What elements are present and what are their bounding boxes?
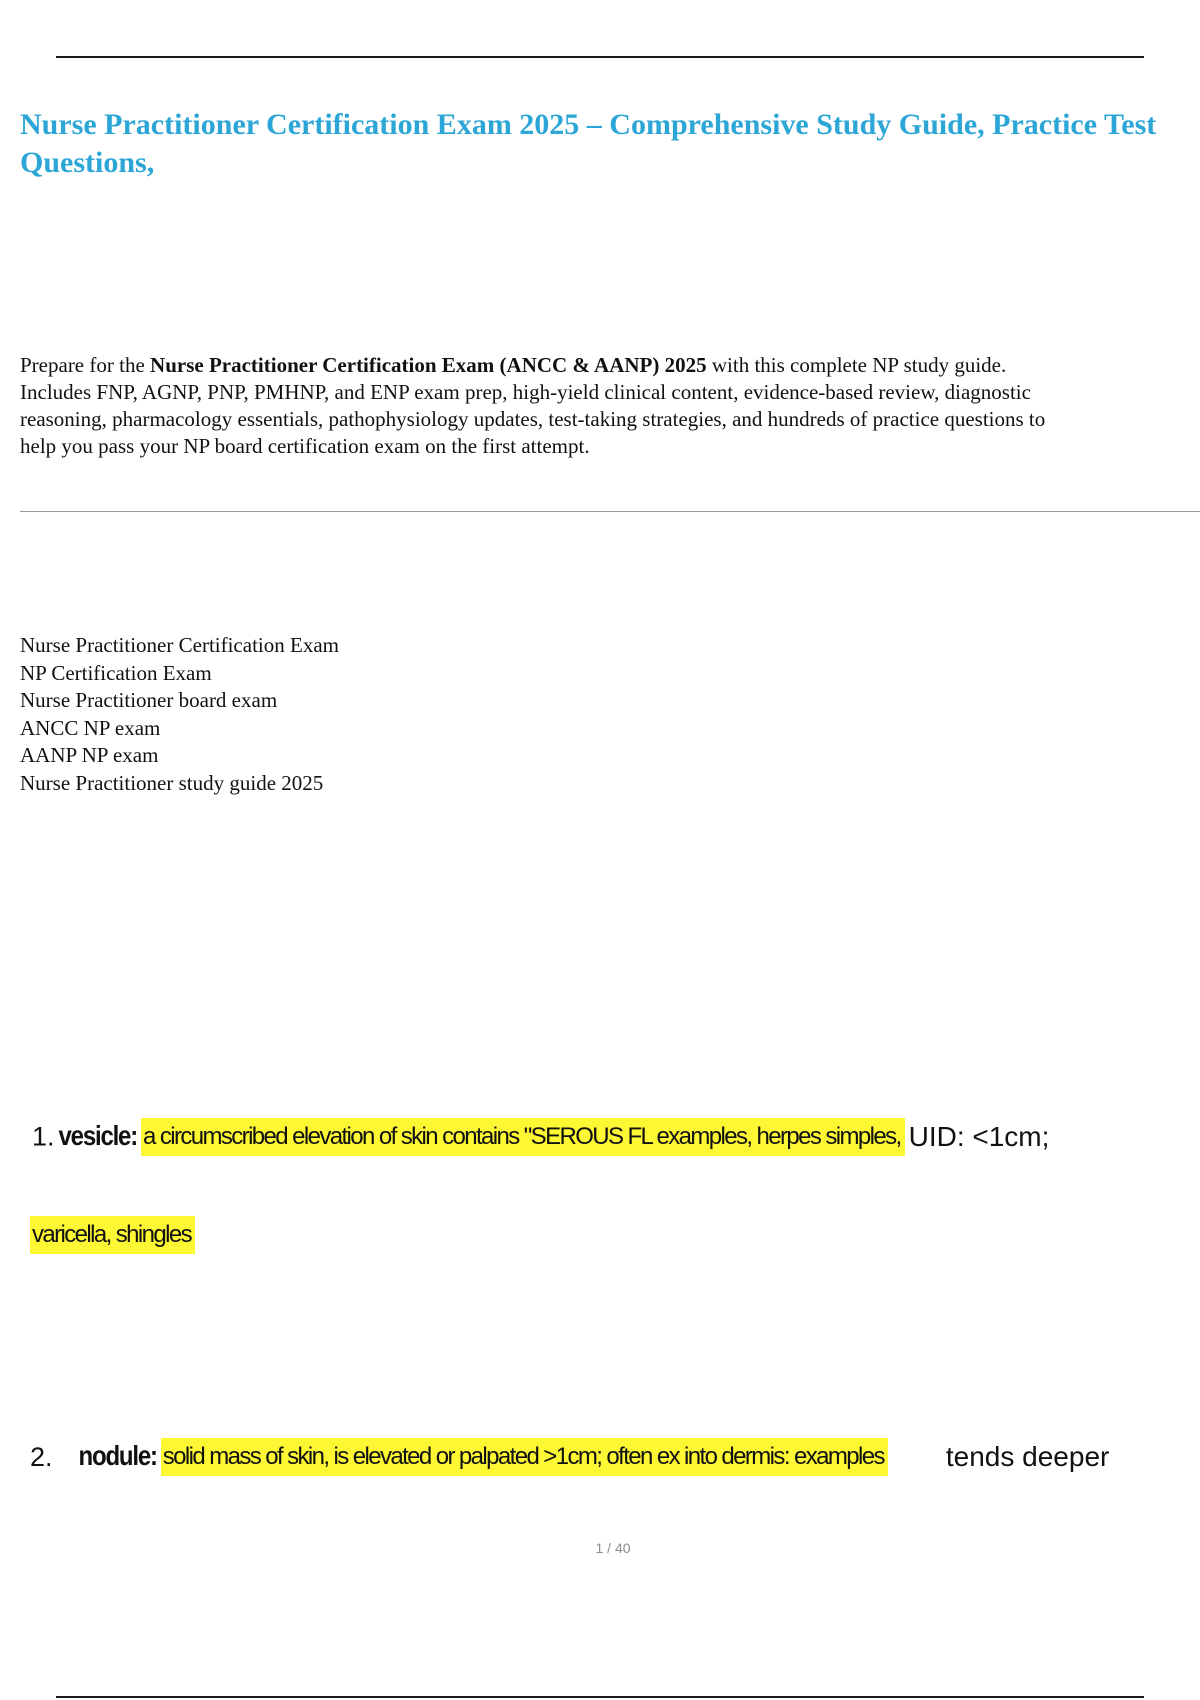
highlighted-answer: a circumscribed elevation of skin contains "SEROUS FL examples, herpes simples, [141,1118,905,1156]
intro-line2: Includes FNP, AGNP, PNP, PMHNP, and ENP exam prep, high-yield clinical content, evidence-based review, diagnostic [20,380,1031,404]
bottom-rule [56,1696,1144,1698]
top-rule [56,56,1144,58]
keyword-item: ANCC NP exam [20,715,161,740]
question-extra-text: UID: <1cm; [908,1121,1050,1152]
question-term: vesicle: [58,1120,137,1152]
intro-bold: Nurse Practitioner Certification Exam (ANCC & AANP) 2025 [150,353,707,377]
intro-line3: reasoning, pharmacology essentials, pathophysiology updates, test-taking strategies, and hundreds of practice questions to [20,407,1046,431]
intro-lead: Prepare for the [20,353,151,377]
question-extra-text: tends deeper [945,1441,1110,1472]
keyword-item: Nurse Practitioner study guide 2025 [20,770,324,795]
page-indicator: 1 / 40 [595,1540,631,1556]
question-1 [32,1118,1049,1156]
keyword-item: AANP NP exam [20,743,159,767]
keyword-item: NP Certification Exam [20,660,212,685]
question-term: nodule: [78,1440,157,1472]
question-number: 2. [30,1441,53,1472]
highlighted-answer: solid mass of skin, is elevated or palpated >1cm; often ex into dermis: examples [161,1438,888,1476]
question-number: 1. [32,1121,55,1152]
intro-line4: help you pass your NP board certification exam on the first attempt. [20,434,590,458]
keyword-list [20,632,339,797]
intro-paragraph [20,352,1200,460]
question-2 [30,1438,1109,1476]
question-1-continuation [30,1216,195,1254]
section-divider [20,511,1200,512]
highlighted-answer: varicella, shingles [30,1216,195,1254]
keyword-item: Nurse Practitioner Certification Exam [20,633,339,657]
intro-line1-rest: with this complete NP study guide. [706,353,1007,377]
keyword-item: Nurse Practitioner board exam [20,688,278,712]
document-title: Nurse Practitioner Certification Exam 2025 – Comprehensive Study Guide, Practice Test Questions, [20,108,1157,179]
